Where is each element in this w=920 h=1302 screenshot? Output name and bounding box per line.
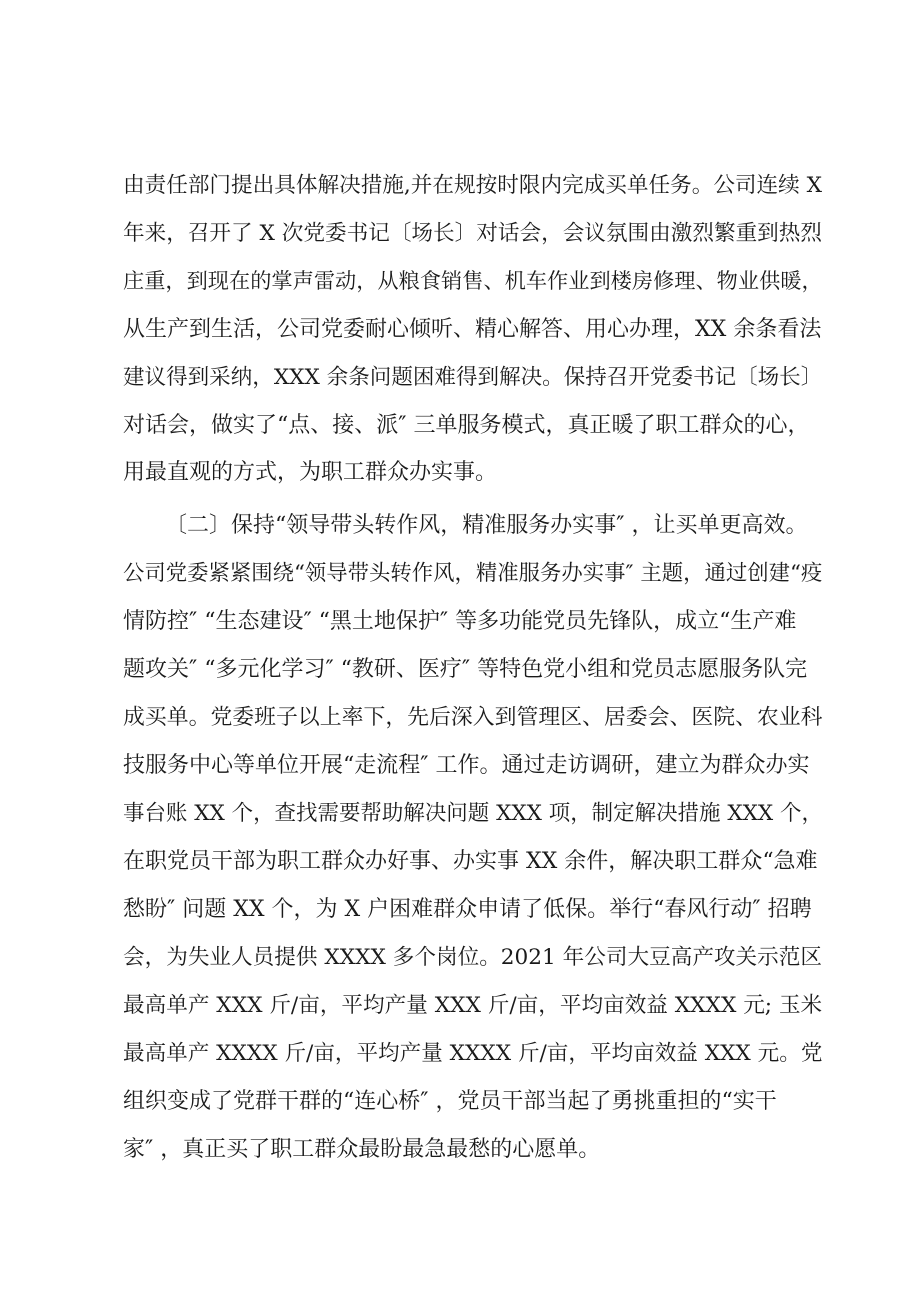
paragraph-2-line-8: 在职党员干部为职工群众办好事、办实事 XX 余件，解决职工群众“急难 — [123, 849, 818, 874]
paragraph-2-line-7: 事台账 XX 个，查找需要帮助解决问题 XXX 项，制定解决措施 XXX 个， — [123, 801, 823, 826]
paragraph-1-line-2: 年来，召开了 X 次党委书记〔场长〕对话会，会议氛围由激烈繁重到热烈 — [123, 221, 823, 246]
paragraph-1-line-5: 建议得到采纳，XXX 余条问题困难得到解决。保持召开党委书记〔场长〕 — [123, 365, 823, 390]
paragraph-2-line-6: 技服务中心等单位开展“走流程″ 工作。通过走访调研，建立为群众办实 — [123, 753, 810, 778]
paragraph-2-line-3: 情防控″ “生态建设″ “黑土地保护″ 等多功能党员先锋队，成立“生产难 — [123, 609, 797, 634]
paragraph-2-line-13: 组织变成了党群干群的“连心桥″ ，党员干部当起了勇挑重担的“实干 — [123, 1089, 777, 1114]
paragraph-2-line-10: 会，为失业人员提供 XXXX 多个岗位。2021 年公司大豆高产攻关示范区 — [123, 945, 822, 970]
paragraph-2-heading-line: 〔二〕保持“领导带头转作风，精准服务办实事″ ，让买单更高效。 — [165, 513, 808, 538]
paragraph-2-line-5: 成买单。党委班子以上率下，先后深入到管理区、居委会、医院、农业科 — [123, 705, 823, 730]
paragraph-2-line-2: 公司党委紧紧围绕“领导带头转作风，精准服务办实事″ 主题，通过创建“疫 — [123, 561, 823, 586]
paragraph-2-line-14: 家″ ，真正买了职工群众最盼最急最愁的心愿单。 — [123, 1137, 601, 1162]
paragraph-1-line-1: 由责任部门提出具体解决措施,并在规按时限内完成买单任务。公司连续 X — [123, 173, 823, 198]
paragraph-2-line-9: 愁盼″ 问题 XX 个，为 X 户困难群众申请了低保。举行“春风行动″ 招聘 — [123, 897, 812, 922]
paragraph-2-line-4: 题攻关″ “多元化学习″ “教研、医疗″ 等特色党小组和党员志愿服务队完 — [123, 657, 808, 682]
paragraph-2-line-12: 最高单产 XXXX 斤/亩，平均产量 XXXX 斤/亩，平均亩效益 XXX 元。党 — [123, 1041, 823, 1066]
paragraph-1-line-6: 对话会，做实了“点、接、派″ 三单服务模式，真正暖了职工群众的心， — [123, 413, 810, 438]
paragraph-1-line-7: 用最直观的方式，为职工群众办实事。 — [123, 460, 498, 485]
paragraph-1-line-4: 从生产到生活，公司党委耐心倾听、精心解答、用心办理，XX 余条看法 — [123, 317, 822, 342]
paragraph-2-line-11: 最高单产 XXX 斤/亩，平均产量 XXX 斤/亩，平均亩效益 XXXX 元; 玉米 — [123, 993, 823, 1018]
paragraph-1-line-3: 庄重，到现在的掌声雷动，从粮食销售、机车作业到楼房修理、物业供暖， — [123, 269, 823, 294]
